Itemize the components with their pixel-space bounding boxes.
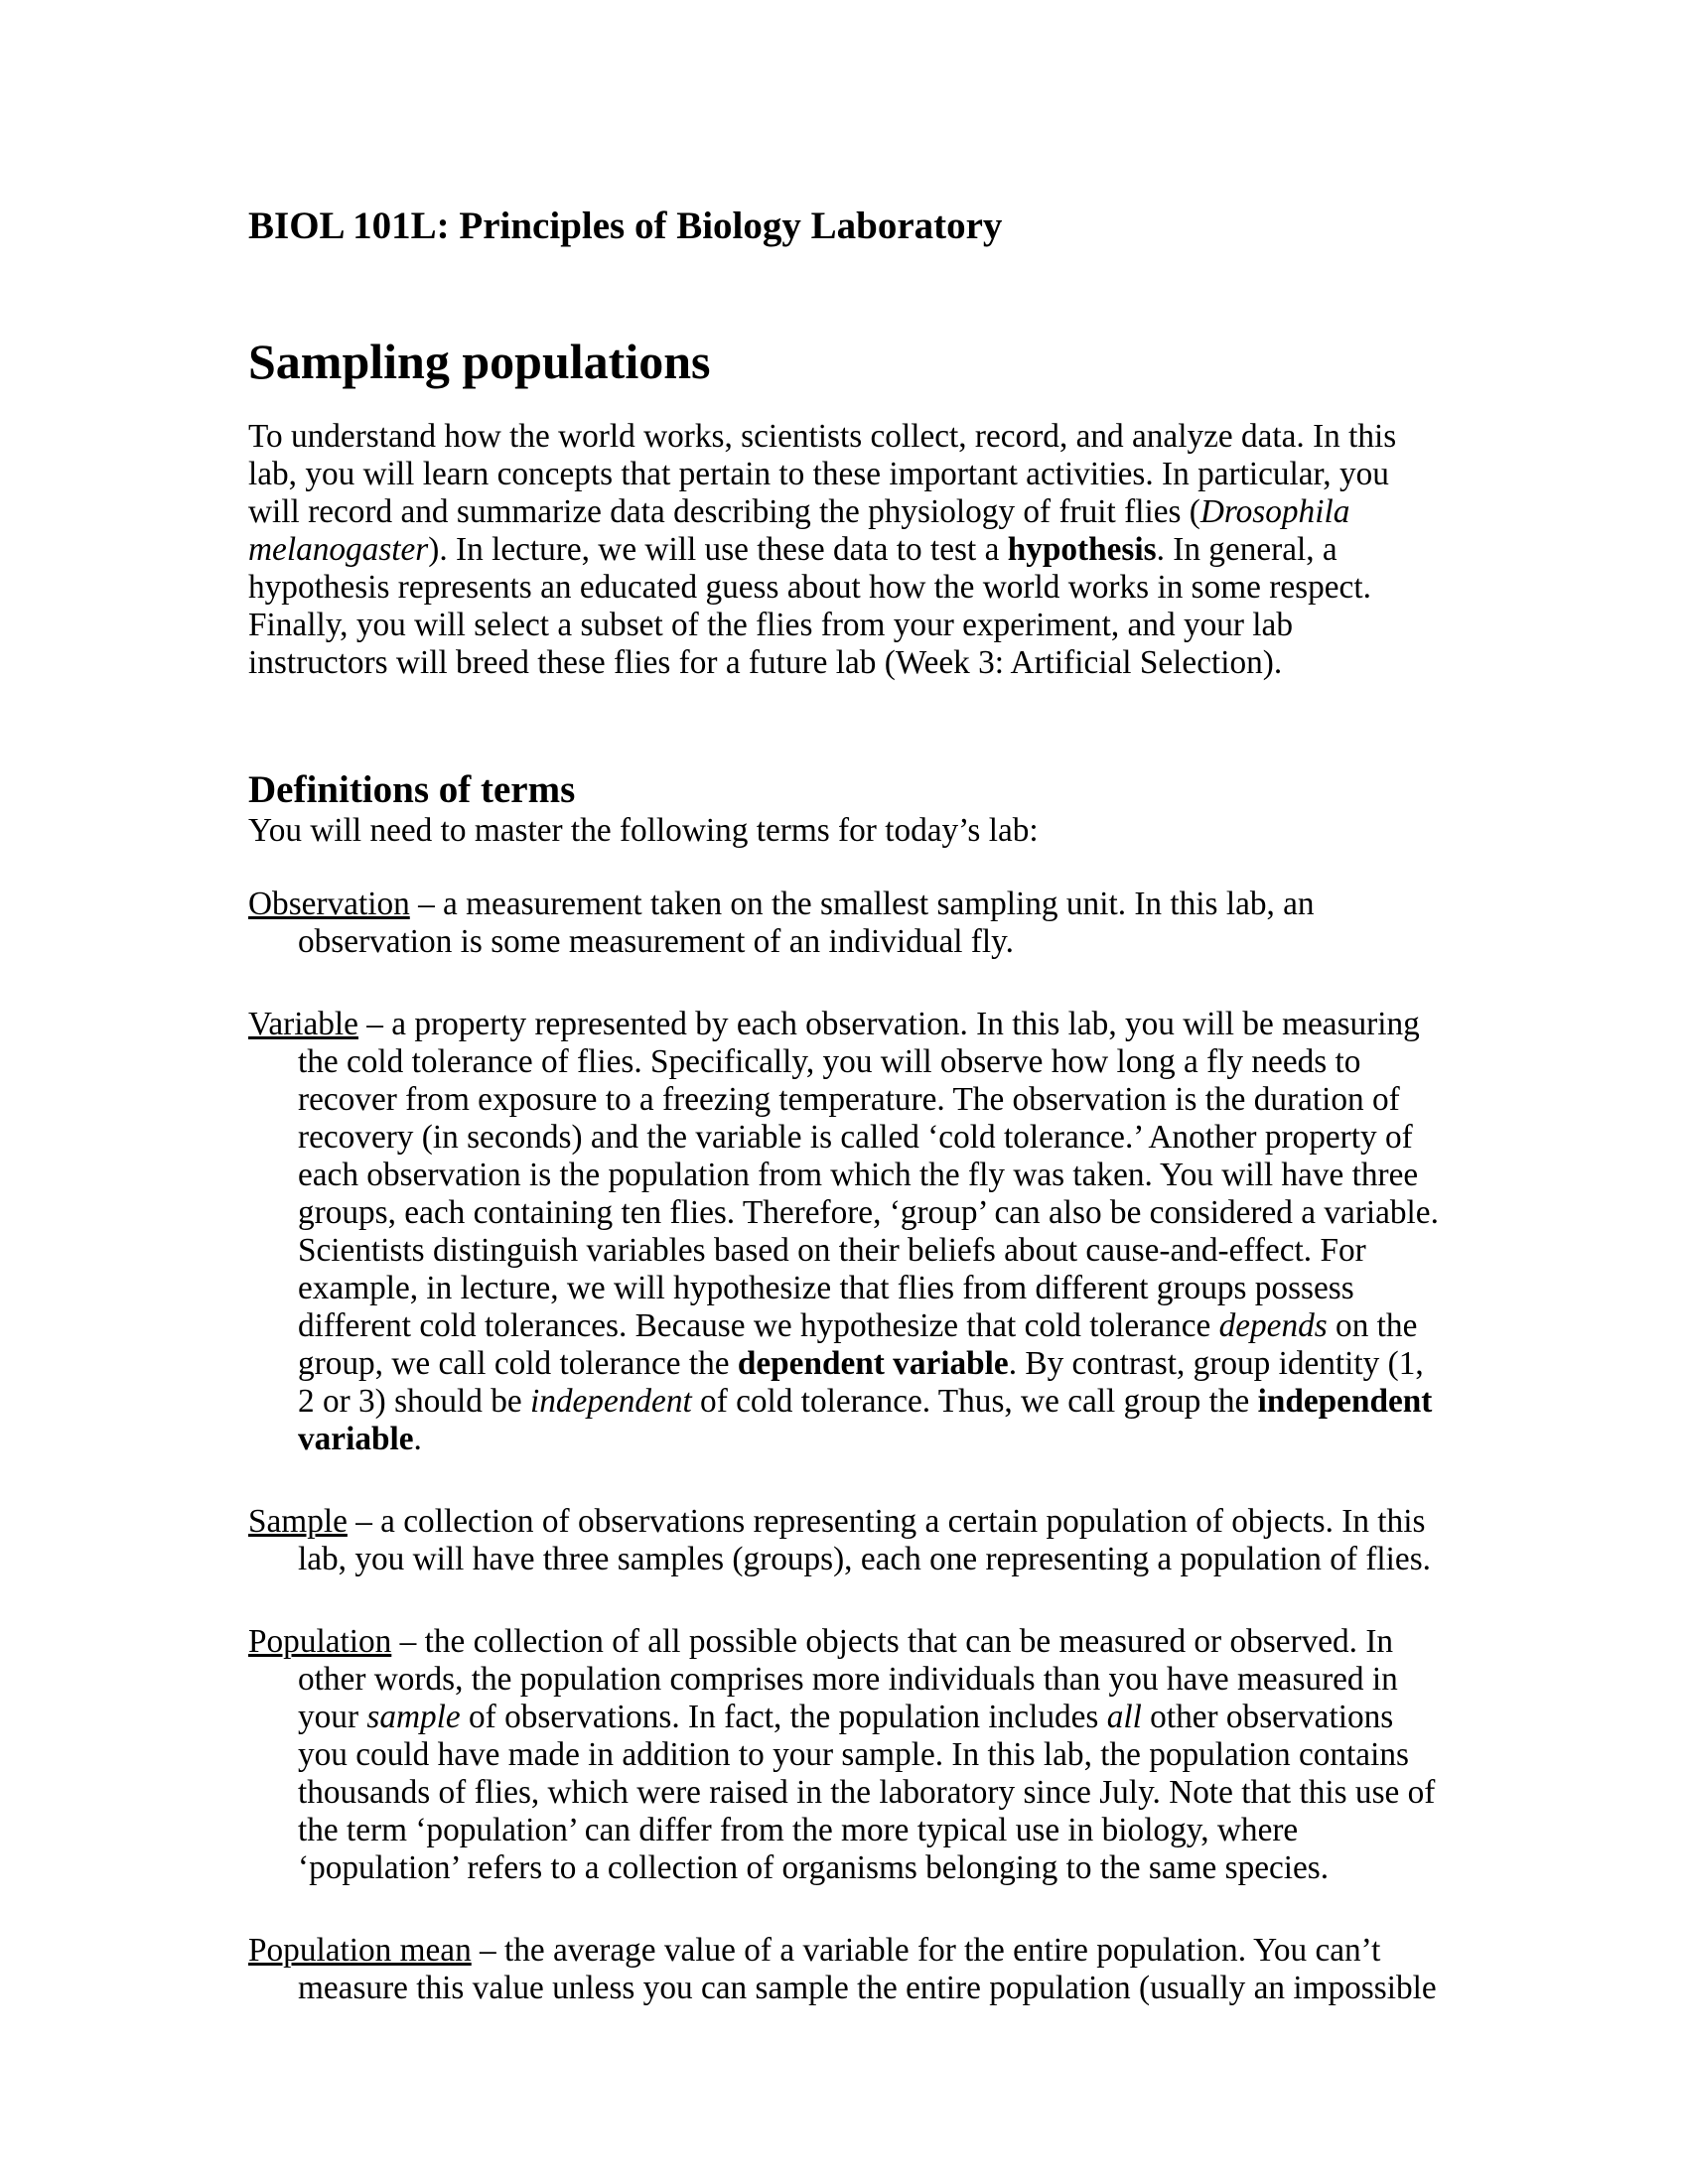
text-run: – the collection of all possible objects that can be measured or observed. In other words, the population comprises more individuals than you have measured in your [298, 1623, 1398, 1735]
course-title: BIOL 101L: Principles of Biology Laboratory [248, 205, 1003, 247]
text-run: Drosophila melanogaster [248, 493, 1350, 568]
text-run: Population mean [248, 1932, 472, 1969]
text-run: of cold tolerance. Thus, we call group the [691, 1383, 1258, 1420]
text-run: independent [529, 1383, 692, 1420]
definition-sample [248, 1503, 1440, 1578]
definitions-section-heading: Definitions of terms [248, 768, 576, 811]
text-run: other observations you could have made in addition to your sample. In this lab, the population contains thousands of flies, which were raised in the laboratory since July. Note that this use of the term ‘population’ can differ from the more typical use in biology, where ‘population’ refers to a collection of organisms belonging to the same species. [298, 1699, 1436, 1886]
text-run: Observation [248, 886, 410, 922]
text-run: of observations. In fact, the population includes [460, 1699, 1107, 1735]
text-run: – a collection of observations representing a certain population of objects. In this lab, you will have three samples (groups), each one representing a population of flies. [298, 1503, 1431, 1577]
definition-observation [248, 886, 1440, 961]
document-heading: Sampling populations [248, 334, 711, 389]
definition-population-mean [248, 1932, 1440, 2007]
text-run: – a measurement taken on the smallest sampling unit. In this lab, an observation is some measurement of an individual fly. [298, 886, 1315, 960]
definitions-intro-line: You will need to master the following terms for today’s lab: [248, 812, 1039, 849]
text-run: hypothesis [1007, 531, 1157, 568]
text-run: Population [248, 1623, 392, 1660]
text-run: on the group, we call cold tolerance the [298, 1307, 1418, 1382]
text-run: – the average value of a variable for the entire population. You can’t measure this value unless you can sample the entire population (usually an impossible [298, 1932, 1437, 2006]
text-run: To understand how the world works, scientists collect, record, and analyze data. In this lab, you will learn concepts that pertain to these important activities. In particular, you will record and summarize data describing the physiology of fruit flies ( [248, 418, 1397, 530]
text-run: all [1106, 1699, 1142, 1735]
text-run: – a property represented by each observation. In this lab, you will be measuring the cold tolerance of flies. Specifically, you will observe how long a fly needs to recover from exposure to a freezing temperature. The observation is the duration of recovery (in seconds) and the variable is called ‘cold tolerance.’ Another property of each observation is the population from which the fly was taken. You will have three groups, each containing ten flies. Therefore, ‘group’ can also be considered a variable. Scientists distinguish variables based on their beliefs about cause-and-effect. For example, in lecture, we will hypothesize that flies from different groups possess different cold tolerances. Because we hypothesize that cold tolerance [298, 1006, 1439, 1344]
text-run: depends [1218, 1307, 1328, 1344]
definition-population [248, 1623, 1440, 1887]
text-run: dependent variable [737, 1345, 1009, 1382]
text-run: . In general, a hypothesis represents an educated guess about how the world works in some respect. Finally, you will select a subset of the flies from your experiment, and your lab instructors will breed these flies for a future lab (Week 3: Artificial Selection). [248, 531, 1371, 681]
text-run: . By contrast, group identity (1, 2 or 3) should be [298, 1345, 1424, 1420]
text-run: ). In lecture, we will use these data to test a [428, 531, 1008, 568]
text-run: Sample [248, 1503, 348, 1540]
intro-paragraph [248, 418, 1440, 682]
definition-variable [248, 1006, 1440, 1458]
text-run: . [413, 1421, 422, 1457]
text-run: independent variable [298, 1383, 1433, 1457]
text-run: sample [366, 1699, 461, 1735]
text-run: Variable [248, 1006, 358, 1042]
